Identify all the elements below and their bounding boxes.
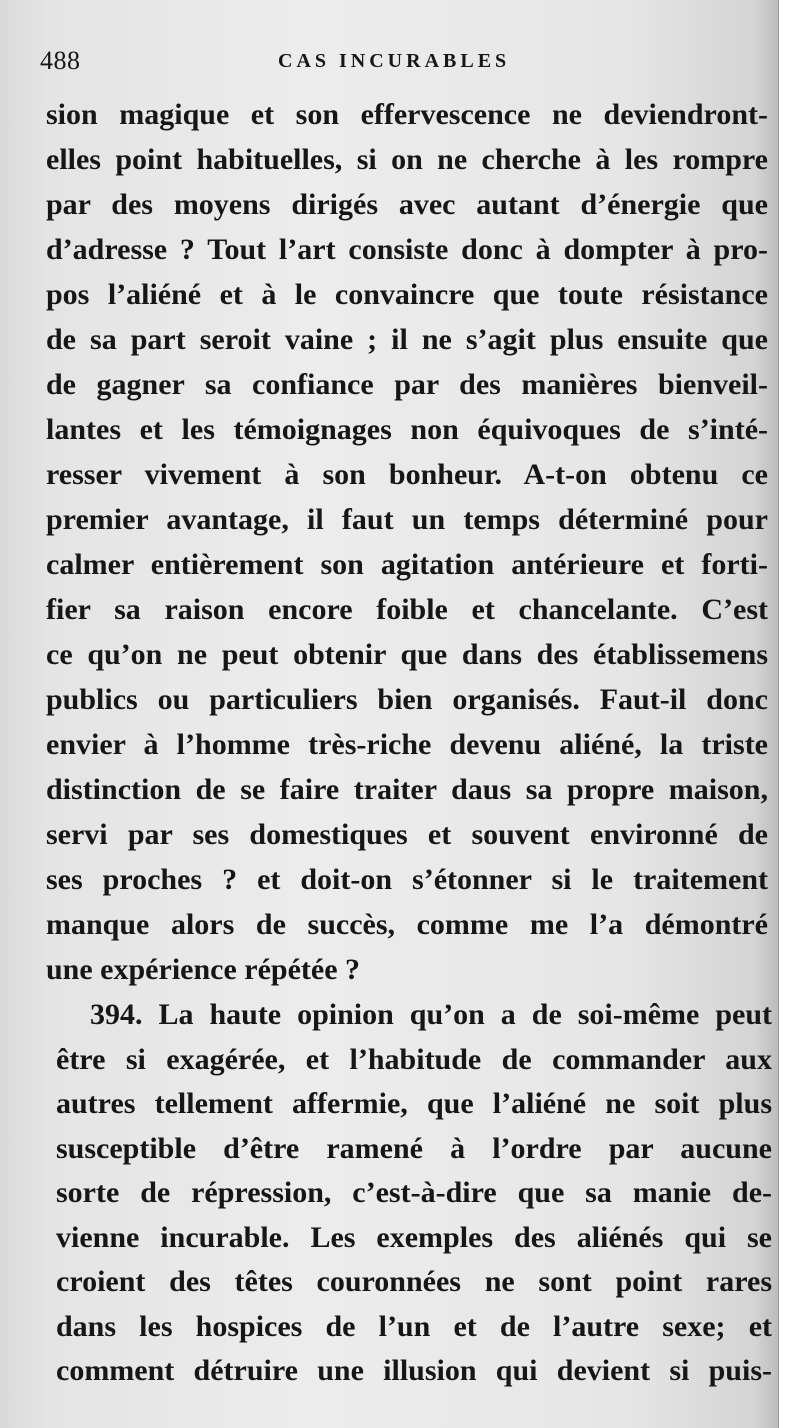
text-line: resser vivement à son bonheur. A-t-on obtenu ce xyxy=(46,458,768,491)
text-line: lantes et les témoignages non équivoques de s’inté- xyxy=(46,413,768,446)
paragraph-2 xyxy=(56,993,772,1394)
text-line: calmer entièrement son agitation antérieure et forti- xyxy=(46,548,768,581)
text-line: premier avantage, il faut un temps déterminé pour xyxy=(46,503,768,536)
text-line: comment détruire une illusion qui devient si puis- xyxy=(56,1354,772,1387)
text-line: sion magique et son effervescence ne deviendront- xyxy=(46,98,768,131)
text-line: par des moyens dirigés avec autant d’énergie que xyxy=(46,188,768,221)
text-line: être si exagérée, et l’habitude de commander aux xyxy=(56,1042,772,1076)
text-line: vienne incurable. Les exemples des aliénés qui se xyxy=(56,1220,772,1254)
text-line: fier sa raison encore foible et chancelante. C’est xyxy=(46,593,768,626)
text-line: d’adresse ? Tout l’art consiste donc à dompter à pro- xyxy=(46,233,768,266)
text-line: servi par ses domestiques et souvent environné de xyxy=(46,818,768,851)
text-line: autres tellement affermie, que l’aliéné ne soit plus xyxy=(56,1087,772,1120)
text-line: envier à l’homme très-riche devenu aliéné, la triste xyxy=(46,728,768,761)
page-edge xyxy=(778,0,800,1428)
running-head xyxy=(40,42,780,78)
text-line: ses proches ? et doit-on s’étonner si le traitement xyxy=(46,863,768,896)
running-title: CAS INCURABLES xyxy=(278,50,511,72)
text-line: croient des têtes couronnées ne sont point rares xyxy=(56,1265,772,1298)
text-line: ce qu’on ne peut obtenir que dans des établissemens xyxy=(46,638,768,671)
text-line: manque alors de succès, comme me l’a démontré xyxy=(46,908,768,941)
text-line: susceptible d’être ramené à l’ordre par aucune xyxy=(56,1131,772,1165)
text-line: une expérience répétée ? xyxy=(46,953,361,986)
text-line: dans les hospices de l’un et de l’autre sexe; et xyxy=(56,1309,772,1343)
text-line: elles point habituelles, si on ne cherche à les rompre xyxy=(46,143,768,176)
text-line: pos l’aliéné et à le convaincre que toute résistance xyxy=(46,278,768,311)
text-line: de sa part seroit vaine ; il ne s’agit plus ensuite que xyxy=(46,323,768,356)
paragraph-1 xyxy=(46,92,768,992)
text-line: publics ou particuliers bien organisés. Faut-il donc xyxy=(46,683,768,716)
text-line: distinction de se faire traiter daus sa propre maison, xyxy=(46,773,768,806)
text-line: sorte de répression, c’est-à-dire que sa manie de- xyxy=(56,1176,772,1209)
text-line: de gagner sa confiance par des manières bienveil- xyxy=(46,368,768,401)
page-number: 488 xyxy=(40,46,81,75)
text-line: 394. La haute opinion qu’on a de soi-même peut xyxy=(90,998,772,1031)
